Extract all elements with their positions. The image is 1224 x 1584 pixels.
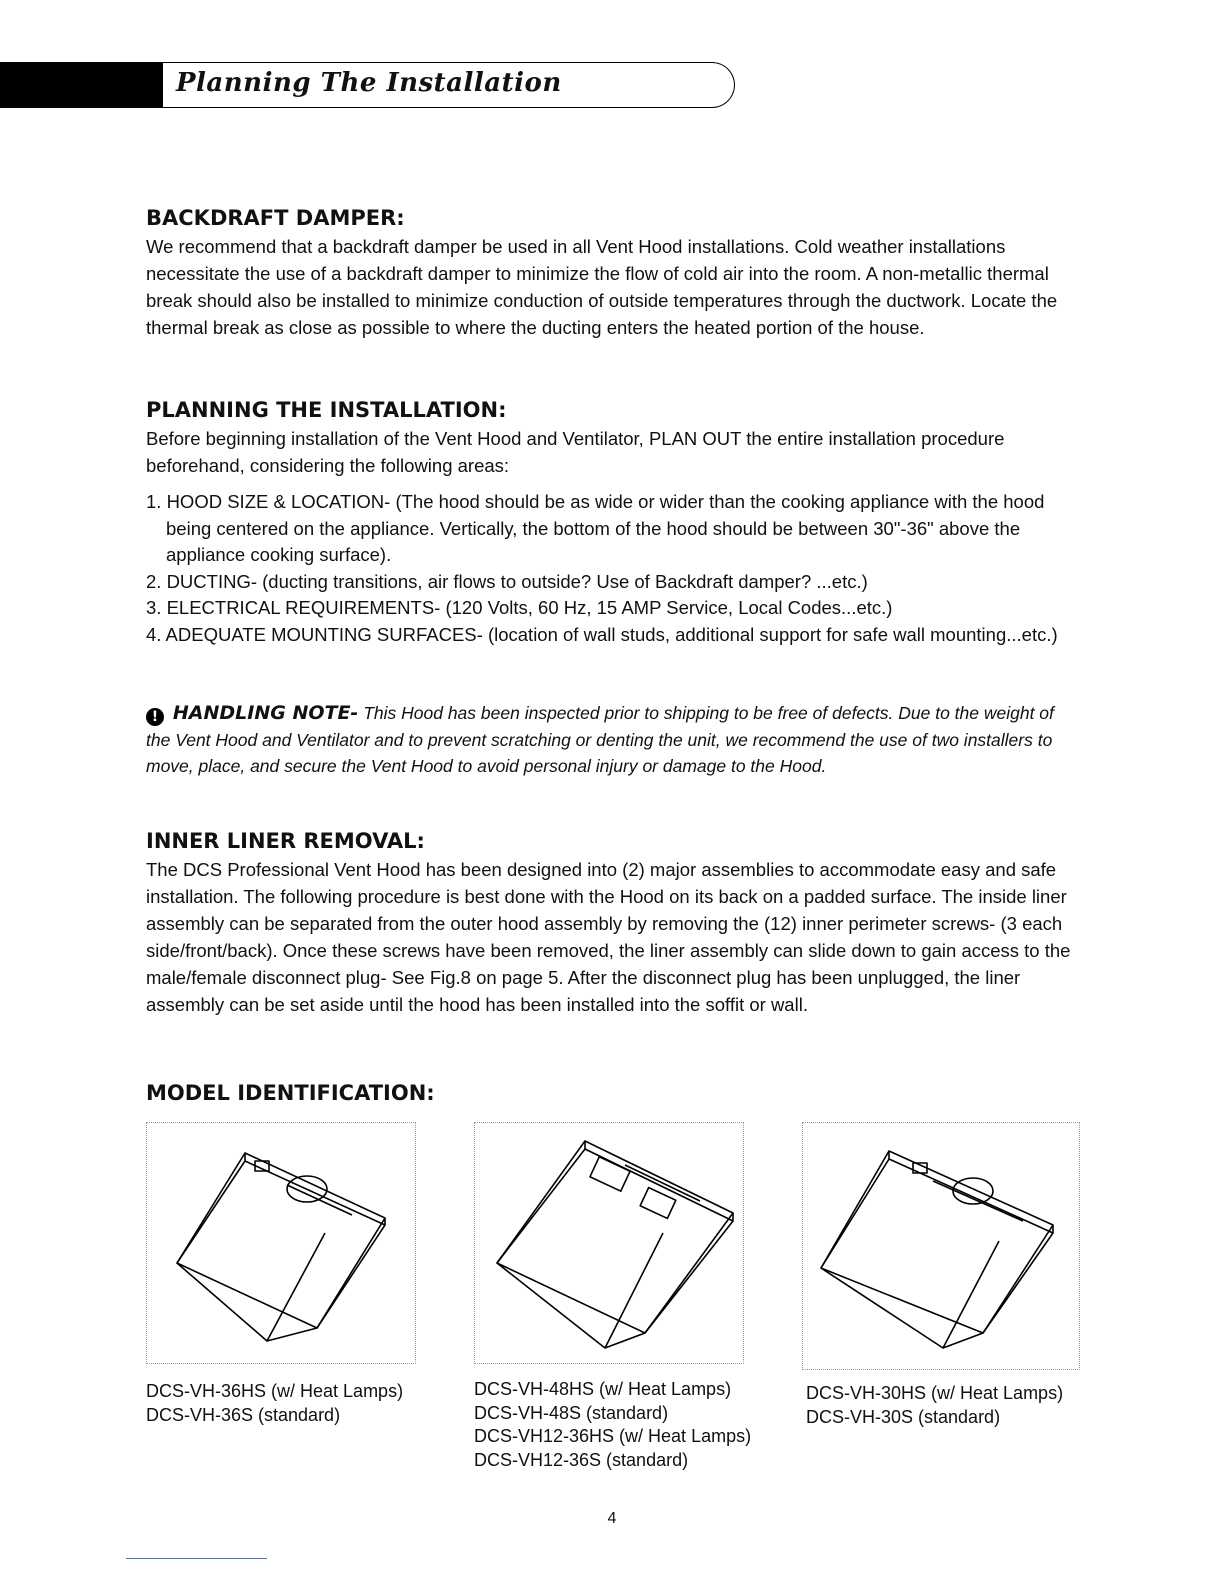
model-line: DCS-VH-48HS (w/ Heat Lamps) [474,1379,732,1399]
section-planning [146,395,1086,648]
header-bar [0,62,738,108]
hood-illustration-30 [802,1122,1080,1370]
section-text: The DCS Professional Vent Hood has been designed into (2) major assemblies to accommodate easy and safe installation. The following procedure is best done with the Hood on its back on a padded surface. The inside liner assembly can be separated from the outer hood assembly by removing the (12) inner perimeter screws- (3 each side/front/back). Once these screws have been removed, the liner assembly can slide down to gain access to the male/female disconnect plug- See Fig.8 on page 5. After the disconnect plug has been unplugged, the liner assembly can be set aside until the hood has been installed into the soffit or wall. [146,859,1071,1015]
model-line: DCS-VH12-36S (standard) [474,1449,689,1470]
model-line: DCS-VH12-36HS (w/ Heat Lamps) [474,1426,752,1446]
list-item: 4. ADEQUATE MOUNTING SURFACES- (location of wall studs, additional support for safe wall mounting...etc.) [146,623,1058,645]
handling-note [146,700,1076,780]
page-number: 4 [607,1510,617,1527]
list-item: 3. ELECTRICAL REQUIREMENTS- (120 Volts, 60 Hz, 15 AMP Service, Local Codes...etc.) [146,597,893,618]
planning-list [146,489,1086,648]
section-heading: MODEL IDENTIFICATION: [146,1081,435,1105]
header-frame-end [700,62,735,108]
figure-caption [806,1382,1063,1429]
model-line: DCS-VH-36HS (w/ Heat Lamps) [146,1381,404,1401]
section-inner-liner [146,826,1086,1018]
figure-caption [146,1380,403,1427]
figure-caption [474,1378,751,1472]
note-text: This Hood has been inspected prior to shipping to be free of defects. Due to the weight of the Vent Hood and Ventilator and to prevent scratching or denting the unit, we recommend the use of two installers to move, place, and secure the Vent Hood to avoid personal injury or damage to the Hood. [146,703,1054,776]
header-black-block [0,62,163,108]
note-label: HANDLING NOTE- [172,702,359,724]
page-title: Planning The Installation [176,68,562,98]
section-heading: INNER LINER REMOVAL: [146,829,425,853]
model-line: DCS-VH-30S (standard) [806,1406,1001,1427]
model-line: DCS-VH-30HS (w/ Heat Lamps) [806,1383,1064,1403]
model-line: DCS-VH-36S (standard) [146,1404,341,1425]
list-item: 2. DUCTING- (ducting transitions, air flows to outside? Use of Backdraft damper? ...etc.) [146,570,868,592]
section-text: Before beginning installation of the Vent Hood and Ventilator, PLAN OUT the entire installation procedure beforehand, considering the following areas: [146,428,1005,476]
model-line: DCS-VH-48S (standard) [474,1402,669,1423]
exclamation-icon: ! [146,708,164,726]
hood-illustration-36 [146,1122,416,1364]
section-model-identification [146,1078,1086,1108]
section-text: We recommend that a backdraft damper be used in all Vent Hood installations. Cold weather installations necessitate the use of a backdraft damper to minimize the flow of cold air into the room. A non-metallic thermal break should also be installed to minimize conduction of outside temperatures through the ductwork. Locate the thermal break as close as possible to where the ducting enters the heated portion of the house. [146,236,1058,338]
section-backdraft-damper [146,203,1086,341]
footer-rule [126,1558,267,1559]
list-item: 1. HOOD SIZE & LOCATION- (The hood should be as wide or wider than the cooking appliance with the hood being centered on the appliance. Vertically, the bottom of the hood should be between 30"-36" above the appliance cooking surface). [146,491,1045,565]
hood-illustration-48 [474,1122,744,1364]
section-heading: PLANNING THE INSTALLATION: [146,398,507,422]
section-heading: BACKDRAFT DAMPER: [146,206,405,230]
